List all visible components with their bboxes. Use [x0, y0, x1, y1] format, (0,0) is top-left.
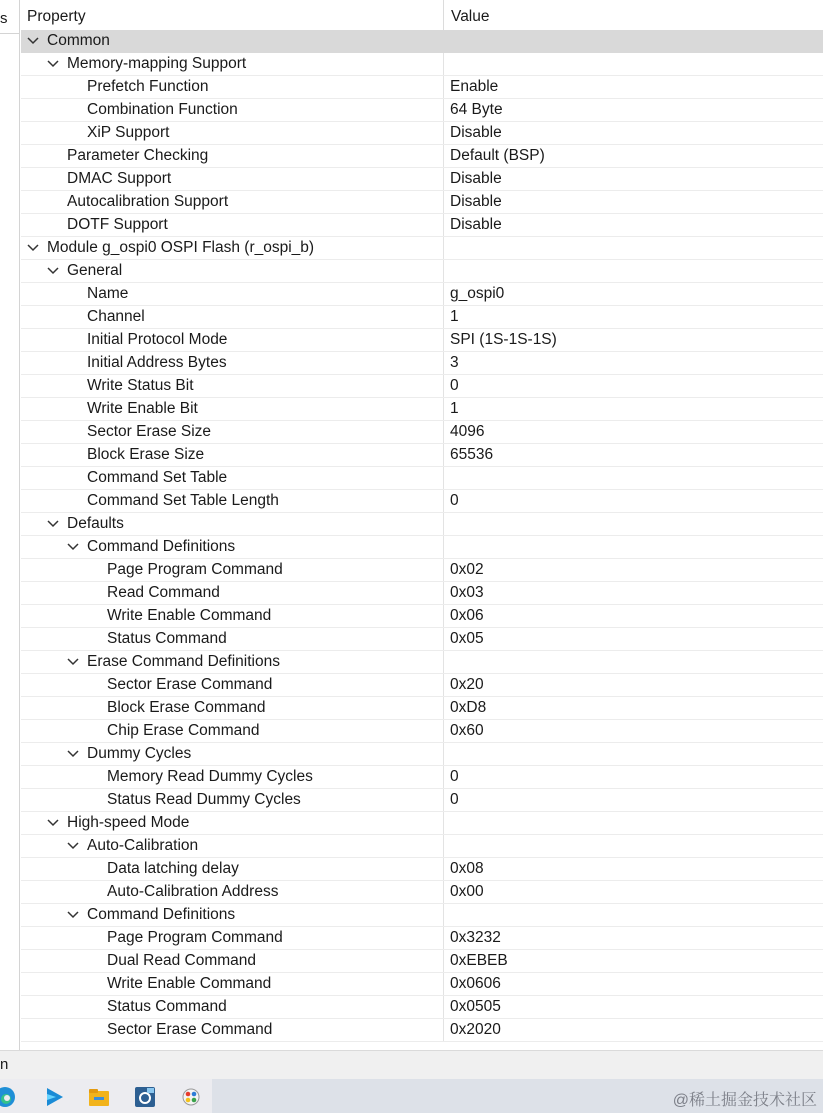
- property-label: Write Enable Command: [107, 975, 272, 992]
- property-label: Combination Function: [87, 101, 238, 118]
- property-value[interactable]: [444, 835, 823, 857]
- property-row[interactable]: [21, 122, 823, 145]
- tree-spacer: [87, 582, 101, 604]
- property-value[interactable]: [444, 237, 823, 259]
- property-row[interactable]: [21, 651, 823, 674]
- property-label: DOTF Support: [67, 216, 168, 233]
- property-rows: [21, 30, 823, 1042]
- property-cell: [21, 536, 444, 558]
- property-row[interactable]: [21, 421, 823, 444]
- property-cell: [21, 53, 444, 75]
- property-row[interactable]: [21, 559, 823, 582]
- property-cell: [21, 743, 444, 765]
- property-cell: [21, 237, 444, 259]
- property-cell: [21, 950, 444, 972]
- tree-spacer: [67, 467, 81, 489]
- property-value[interactable]: 0xD8: [450, 699, 487, 716]
- property-label: Command Definitions: [87, 538, 236, 555]
- property-cell: [21, 375, 444, 397]
- property-label: Status Read Dummy Cycles: [107, 791, 301, 808]
- tree-spacer: [87, 697, 101, 719]
- tree-spacer: [87, 789, 101, 811]
- tree-spacer: [87, 858, 101, 880]
- property-row[interactable]: [21, 789, 823, 812]
- tree-spacer: [87, 950, 101, 972]
- property-row[interactable]: [21, 352, 823, 375]
- left-panel-edge: [0, 0, 20, 1050]
- property-value[interactable]: 0x08: [450, 860, 484, 877]
- property-label: Chip Erase Command: [107, 722, 260, 739]
- tree-spacer: [87, 720, 101, 742]
- property-row[interactable]: [21, 444, 823, 467]
- media-player-icon[interactable]: [44, 1086, 66, 1108]
- tree-spacer: [67, 490, 81, 512]
- property-label: Command Set Table Length: [87, 492, 279, 509]
- property-label: Block Erase Command: [107, 699, 266, 716]
- property-label: High-speed Mode: [67, 814, 190, 831]
- tree-spacer: [67, 421, 81, 443]
- property-label: Data latching delay: [107, 860, 239, 877]
- property-row[interactable]: [21, 490, 823, 513]
- property-value[interactable]: 0: [450, 377, 459, 394]
- property-label: Name: [87, 285, 129, 302]
- tree-spacer: [87, 927, 101, 949]
- property-value[interactable]: 0x2020: [450, 1021, 501, 1038]
- property-row[interactable]: [21, 674, 823, 697]
- tree-spacer: [67, 375, 81, 397]
- property-label: Sector Erase Command: [107, 676, 273, 693]
- left-panel-tab[interactable]: s: [0, 5, 19, 34]
- property-label: Command Definitions: [87, 906, 236, 923]
- file-explorer-icon[interactable]: [88, 1086, 110, 1108]
- property-row[interactable]: [21, 950, 823, 973]
- property-value[interactable]: 65536: [450, 446, 494, 463]
- property-cell: [21, 835, 444, 857]
- property-row[interactable]: [21, 973, 823, 996]
- property-row[interactable]: [21, 30, 823, 53]
- property-label: Common: [47, 32, 110, 49]
- property-value[interactable]: [444, 812, 823, 834]
- e2-studio-icon[interactable]: [134, 1086, 156, 1108]
- chevron-down-icon[interactable]: [47, 513, 61, 535]
- property-label: General: [67, 262, 123, 279]
- property-row[interactable]: [21, 858, 823, 881]
- property-value[interactable]: [444, 651, 823, 673]
- property-row[interactable]: [21, 99, 823, 122]
- property-cell: [21, 881, 444, 903]
- property-value[interactable]: 0: [450, 492, 459, 509]
- property-value[interactable]: 0x0505: [450, 998, 501, 1015]
- tree-spacer: [47, 168, 61, 190]
- property-cell: [21, 191, 444, 213]
- property-value[interactable]: [444, 536, 823, 558]
- property-row[interactable]: [21, 191, 823, 214]
- tree-spacer: [87, 996, 101, 1018]
- property-cell: [21, 996, 444, 1018]
- property-row[interactable]: [21, 329, 823, 352]
- chevron-down-icon[interactable]: [67, 536, 81, 558]
- tree-spacer: [67, 352, 81, 374]
- property-value[interactable]: [444, 513, 823, 535]
- grid-header: [21, 0, 823, 30]
- property-label: Auto-Calibration: [87, 837, 199, 854]
- chevron-down-icon[interactable]: [27, 237, 41, 259]
- property-row[interactable]: [21, 720, 823, 743]
- property-row[interactable]: [21, 513, 823, 536]
- property-cell: [21, 76, 444, 98]
- property-cell: [21, 904, 444, 926]
- property-row[interactable]: [21, 467, 823, 490]
- tree-spacer: [87, 605, 101, 627]
- property-value[interactable]: Enable: [450, 78, 499, 95]
- property-cell: [21, 421, 444, 443]
- tree-spacer: [67, 76, 81, 98]
- tree-spacer: [67, 122, 81, 144]
- property-label: Initial Protocol Mode: [87, 331, 228, 348]
- property-cell: [21, 352, 444, 374]
- property-label: Sector Erase Size: [87, 423, 212, 440]
- property-value[interactable]: 0x20: [450, 676, 484, 693]
- property-row[interactable]: [21, 214, 823, 237]
- property-cell: [21, 628, 444, 650]
- property-value[interactable]: 0xEBEB: [450, 952, 508, 969]
- property-cell: [21, 30, 444, 52]
- tree-spacer: [87, 881, 101, 903]
- property-label: Sector Erase Command: [107, 1021, 273, 1038]
- property-column-header[interactable]: Property: [21, 0, 444, 30]
- property-row[interactable]: [21, 1019, 823, 1042]
- value-column-header[interactable]: Value: [451, 8, 490, 25]
- chevron-down-icon[interactable]: [47, 260, 61, 282]
- property-row[interactable]: [21, 536, 823, 559]
- property-row[interactable]: [21, 881, 823, 904]
- property-label: Command Set Table: [87, 469, 228, 486]
- property-value[interactable]: [444, 904, 823, 926]
- property-cell: [21, 674, 444, 696]
- chevron-down-icon[interactable]: [67, 651, 81, 673]
- status-bar: [0, 1050, 823, 1079]
- property-row[interactable]: [21, 812, 823, 835]
- property-row[interactable]: [21, 927, 823, 950]
- property-value[interactable]: 0x03: [450, 584, 484, 601]
- property-row[interactable]: [21, 582, 823, 605]
- property-value[interactable]: [444, 467, 823, 489]
- property-cell: [21, 927, 444, 949]
- property-label: Initial Address Bytes: [87, 354, 227, 371]
- tree-spacer: [87, 766, 101, 788]
- property-row[interactable]: [21, 743, 823, 766]
- tree-spacer: [87, 973, 101, 995]
- property-value[interactable]: 0: [450, 768, 459, 785]
- property-label: Autocalibration Support: [67, 193, 229, 210]
- tree-spacer: [67, 398, 81, 420]
- property-label: Prefetch Function: [87, 78, 209, 95]
- property-row[interactable]: [21, 628, 823, 651]
- property-cell: [21, 789, 444, 811]
- property-cell: [21, 605, 444, 627]
- property-label: Page Program Command: [107, 929, 283, 946]
- property-value[interactable]: 0x05: [450, 630, 484, 647]
- property-row[interactable]: [21, 697, 823, 720]
- property-row[interactable]: [21, 168, 823, 191]
- property-value[interactable]: Disable: [450, 124, 502, 141]
- property-value[interactable]: [444, 30, 823, 52]
- property-cell: [21, 559, 444, 581]
- property-cell: [21, 214, 444, 236]
- property-cell: [21, 651, 444, 673]
- property-cell: [21, 122, 444, 144]
- tree-spacer: [67, 329, 81, 351]
- property-value[interactable]: Default (BSP): [450, 147, 545, 164]
- windows-taskbar: [0, 1079, 823, 1113]
- property-label: Write Status Bit: [87, 377, 194, 394]
- property-cell: [21, 582, 444, 604]
- property-cell: [21, 720, 444, 742]
- chevron-down-icon[interactable]: [47, 53, 61, 75]
- property-cell: [21, 812, 444, 834]
- property-row[interactable]: [21, 375, 823, 398]
- property-value[interactable]: 0x00: [450, 883, 484, 900]
- property-value[interactable]: SPI (1S-1S-1S): [450, 331, 557, 348]
- property-cell: [21, 858, 444, 880]
- property-cell: [21, 697, 444, 719]
- property-label: Auto-Calibration Address: [107, 883, 279, 900]
- property-label: Write Enable Command: [107, 607, 272, 624]
- chevron-down-icon[interactable]: [47, 812, 61, 834]
- property-value[interactable]: 1: [450, 308, 459, 325]
- properties-grid: [21, 0, 823, 1048]
- property-row[interactable]: [21, 766, 823, 789]
- property-cell: [21, 260, 444, 282]
- property-label: Status Command: [107, 630, 227, 647]
- paint-app-icon[interactable]: [180, 1086, 202, 1108]
- property-cell: [21, 1019, 444, 1041]
- property-value[interactable]: 0x60: [450, 722, 484, 739]
- taskbar-app-area: [0, 1079, 212, 1113]
- property-row[interactable]: [21, 260, 823, 283]
- property-cell: [21, 490, 444, 512]
- property-cell: [21, 973, 444, 995]
- property-cell: [21, 444, 444, 466]
- chevron-down-icon[interactable]: [27, 30, 41, 52]
- property-row[interactable]: [21, 398, 823, 421]
- property-row[interactable]: [21, 145, 823, 168]
- property-value[interactable]: 4096: [450, 423, 485, 440]
- property-value[interactable]: 0x02: [450, 561, 484, 578]
- tree-spacer: [67, 444, 81, 466]
- property-value[interactable]: Disable: [450, 216, 502, 233]
- property-row[interactable]: [21, 306, 823, 329]
- property-row[interactable]: [21, 53, 823, 76]
- tree-spacer: [47, 145, 61, 167]
- property-label: Defaults: [67, 515, 124, 532]
- property-value[interactable]: 0x06: [450, 607, 484, 624]
- property-value[interactable]: 3: [450, 354, 459, 371]
- property-cell: [21, 306, 444, 328]
- tree-spacer: [67, 99, 81, 121]
- property-label: DMAC Support: [67, 170, 172, 187]
- property-label: Write Enable Bit: [87, 400, 198, 417]
- property-cell: [21, 467, 444, 489]
- property-label: Page Program Command: [107, 561, 283, 578]
- tree-spacer: [47, 214, 61, 236]
- chevron-down-icon[interactable]: [67, 743, 81, 765]
- property-label: Parameter Checking: [67, 147, 209, 164]
- property-value[interactable]: Disable: [450, 170, 502, 187]
- edge-browser-icon[interactable]: [0, 1086, 16, 1108]
- tree-spacer: [87, 628, 101, 650]
- property-value[interactable]: 0x3232: [450, 929, 501, 946]
- property-label: Dummy Cycles: [87, 745, 192, 762]
- property-cell: [21, 283, 444, 305]
- property-row[interactable]: [21, 237, 823, 260]
- property-row[interactable]: [21, 904, 823, 927]
- property-label: Channel: [87, 308, 145, 325]
- property-value[interactable]: g_ospi0: [450, 285, 505, 302]
- tree-spacer: [67, 283, 81, 305]
- property-label: Read Command: [107, 584, 220, 601]
- property-value[interactable]: Disable: [450, 193, 502, 210]
- property-label: Dual Read Command: [107, 952, 257, 969]
- property-row[interactable]: [21, 76, 823, 99]
- property-value[interactable]: 0: [450, 791, 459, 808]
- property-cell: [21, 398, 444, 420]
- property-value[interactable]: 64 Byte: [450, 101, 503, 118]
- property-cell: [21, 766, 444, 788]
- property-value[interactable]: [444, 743, 823, 765]
- property-label: Memory-mapping Support: [67, 55, 247, 72]
- property-value[interactable]: 1: [450, 400, 459, 417]
- watermark-text: @稀土掘金技术社区: [672, 1092, 817, 1109]
- tree-spacer: [47, 191, 61, 213]
- property-row[interactable]: [21, 605, 823, 628]
- tree-spacer: [87, 1019, 101, 1041]
- property-label: XiP Support: [87, 124, 170, 141]
- property-value[interactable]: [444, 53, 823, 75]
- property-cell: [21, 168, 444, 190]
- property-row[interactable]: [21, 283, 823, 306]
- property-value[interactable]: 0x0606: [450, 975, 501, 992]
- status-text: n: [0, 1056, 9, 1073]
- property-label: Module g_ospi0 OSPI Flash (r_ospi_b): [47, 239, 315, 256]
- property-cell: [21, 329, 444, 351]
- chevron-down-icon[interactable]: [67, 835, 81, 857]
- tree-spacer: [87, 674, 101, 696]
- property-row[interactable]: [21, 996, 823, 1019]
- property-row[interactable]: [21, 835, 823, 858]
- property-label: Block Erase Size: [87, 446, 205, 463]
- property-cell: [21, 145, 444, 167]
- property-label: Status Command: [107, 998, 227, 1015]
- property-label: Erase Command Definitions: [87, 653, 280, 670]
- property-value[interactable]: [444, 260, 823, 282]
- property-cell: [21, 513, 444, 535]
- property-label: Memory Read Dummy Cycles: [107, 768, 313, 785]
- property-cell: [21, 99, 444, 121]
- chevron-down-icon[interactable]: [67, 904, 81, 926]
- tree-spacer: [67, 306, 81, 328]
- tree-spacer: [87, 559, 101, 581]
